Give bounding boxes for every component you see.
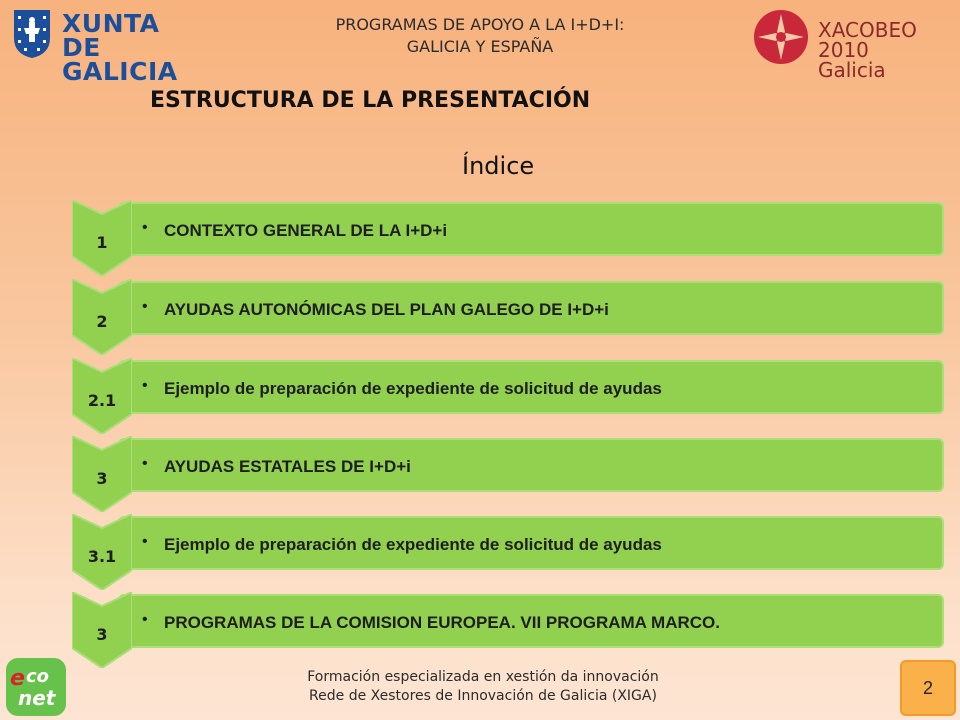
index-item[interactable] xyxy=(72,514,947,584)
xunta-wordmark xyxy=(62,9,192,86)
index-item[interactable] xyxy=(72,279,947,349)
index-item[interactable] xyxy=(72,592,947,662)
econet-logo xyxy=(6,658,66,716)
xunta-wordmark-line2: DE GALICIA xyxy=(62,33,178,86)
econet-logo-net: net xyxy=(18,686,56,710)
index-item-text: Ejemplo de preparación de expediente de solicitud de ayudas xyxy=(164,379,662,398)
header-title xyxy=(250,14,710,58)
xacobeo-wordmark xyxy=(818,20,960,80)
header-title-line1: PROGRAMAS DE APOYO A LA I+D+I: xyxy=(335,15,625,34)
index-item-number: 3 xyxy=(96,469,108,488)
xunta-logo xyxy=(12,8,192,86)
page-number: 2 xyxy=(900,660,956,716)
galicia-shield-icon xyxy=(12,8,52,60)
bullet-icon: • xyxy=(142,533,148,550)
econet-logo-e: e xyxy=(10,666,25,691)
index-item-number: 2.1 xyxy=(87,391,117,410)
xacobeo-logo xyxy=(752,8,960,82)
index-item-text: PROGRAMAS DE LA COMISION EUROPEA. VII PROGRAMA MARCO. xyxy=(164,613,720,632)
footer-line2: Rede de Xestores de Innovación de Galicia (XIGA) xyxy=(309,688,657,704)
xunta-wordmark-line1: XUNTA xyxy=(62,9,160,38)
index-item-text: AYUDAS AUTONÓMICAS DEL PLAN GALEGO DE I+D+i xyxy=(164,300,609,319)
index-item-number: 3 xyxy=(96,625,108,644)
index-item-bar xyxy=(118,281,944,335)
index-title: Índice xyxy=(462,152,535,180)
footer-line1: Formación especializada en xestión da innovación xyxy=(307,669,659,685)
index-item[interactable] xyxy=(72,436,947,506)
index-item-bar xyxy=(118,516,944,570)
index-item[interactable] xyxy=(72,200,947,270)
index-item-bar xyxy=(118,438,944,492)
xacobeo-cross-icon xyxy=(752,8,810,66)
index-item-text: AYUDAS ESTATALES DE I+D+i xyxy=(164,457,411,476)
econet-logo-co: co xyxy=(26,666,50,687)
index-item-text: CONTEXTO GENERAL DE LA I+D+i xyxy=(164,221,448,240)
xacobeo-wordmark-line2: Galicia xyxy=(818,58,886,82)
index-item-bar xyxy=(118,594,944,648)
index-item-number: 2 xyxy=(96,312,108,331)
index-item-bar xyxy=(118,202,944,256)
index-item[interactable] xyxy=(72,358,947,428)
footer-text xyxy=(200,668,766,706)
bullet-icon: • xyxy=(142,455,148,472)
bullet-icon: • xyxy=(142,298,148,315)
bullet-icon: • xyxy=(142,611,148,628)
section-title: ESTRUCTURA DE LA PRESENTACIÓN xyxy=(150,88,591,113)
index-item-number: 1 xyxy=(96,233,108,252)
xacobeo-wordmark-line1: XACOBEO 2010 xyxy=(818,18,917,62)
index-item-number: 3.1 xyxy=(87,547,117,566)
bullet-icon: • xyxy=(142,219,148,236)
index-item-text: Ejemplo de preparación de expediente de solicitud de ayudas xyxy=(164,535,662,554)
header-title-line2: GALICIA Y ESPAÑA xyxy=(406,37,554,56)
index-item-bar xyxy=(118,360,944,414)
bullet-icon: • xyxy=(142,377,148,394)
